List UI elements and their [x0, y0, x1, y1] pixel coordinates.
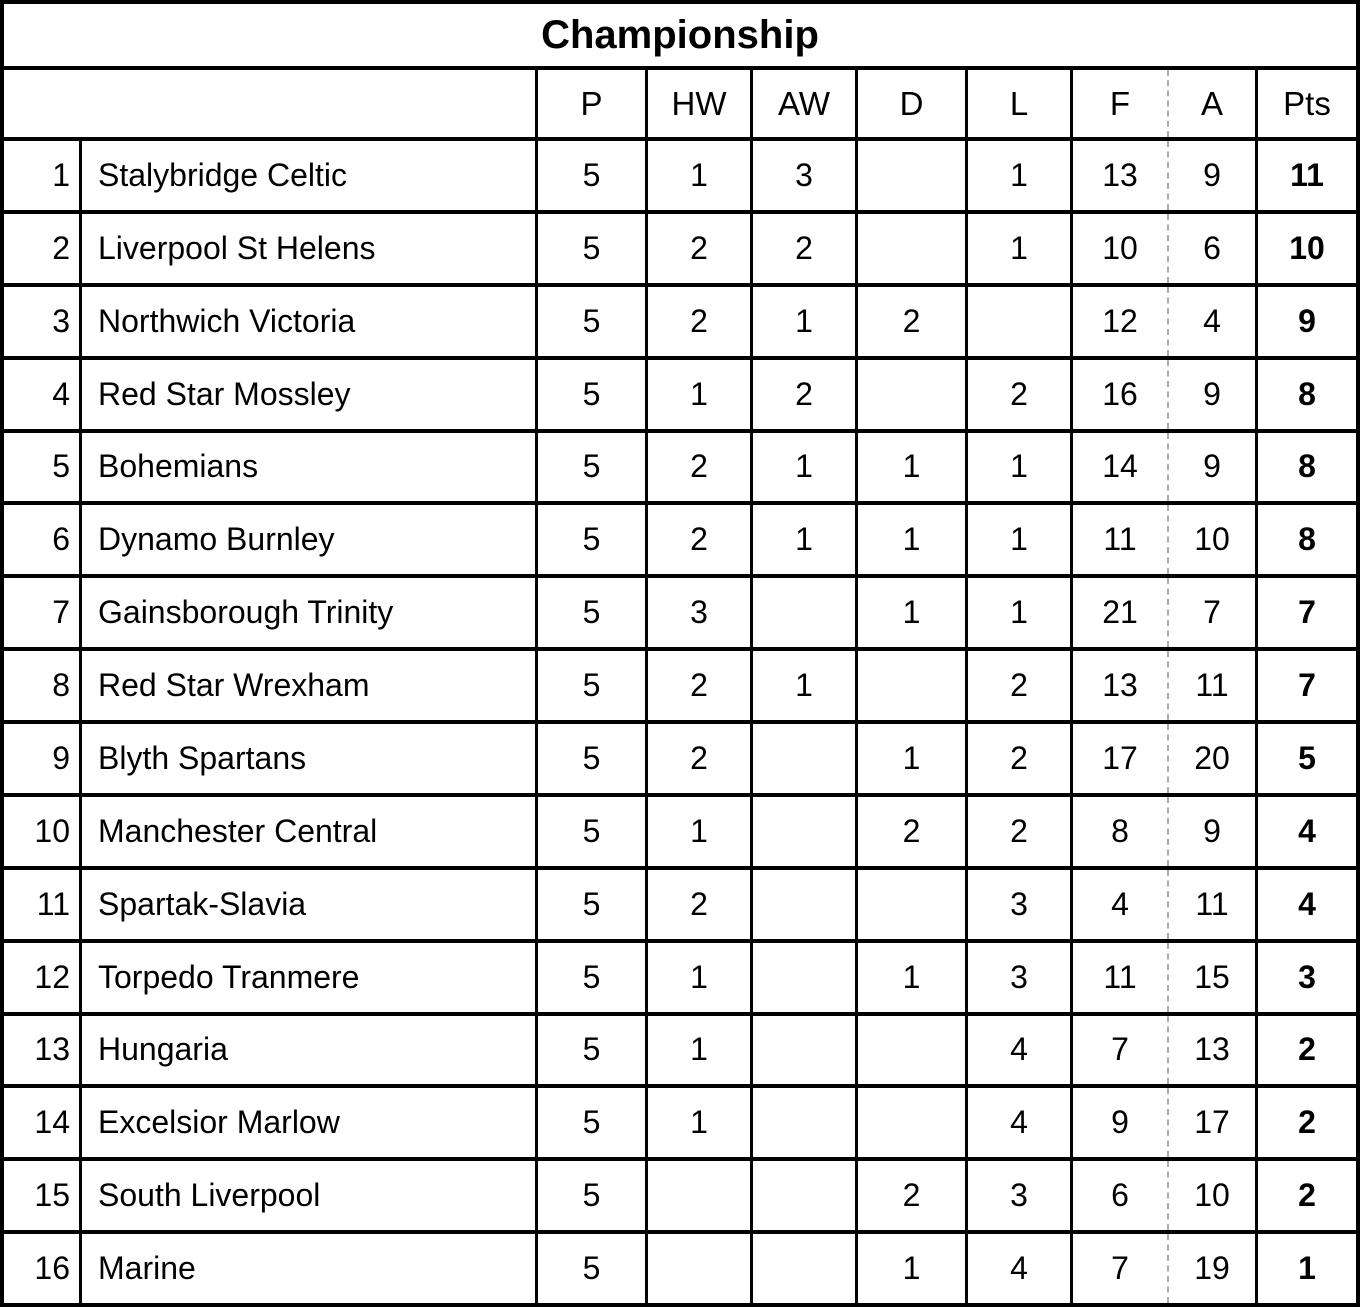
table-row: [4, 433, 1356, 506]
played-cell: 5: [535, 1234, 645, 1303]
losses-cell: 3: [965, 1161, 1070, 1230]
losses-cell: 1: [965, 578, 1070, 647]
away-wins-cell: 2: [750, 360, 855, 429]
home-wins-cell: 2: [645, 287, 750, 356]
points-cell: 7: [1255, 578, 1356, 647]
played-cell: 5: [535, 578, 645, 647]
played-cell: 5: [535, 360, 645, 429]
played-cell: 5: [535, 943, 645, 1012]
home-wins-cell: 1: [645, 797, 750, 866]
points-cell: 4: [1255, 797, 1356, 866]
points-cell: 7: [1255, 651, 1356, 720]
goals-for-cell: 8: [1070, 797, 1167, 866]
goals-against-cell: 9: [1167, 360, 1255, 429]
goals-against-cell: 17: [1167, 1088, 1255, 1157]
draws-cell: [855, 1016, 965, 1085]
goals-against-cell: 9: [1167, 141, 1255, 210]
home-wins-cell: 2: [645, 724, 750, 793]
goals-against-cell: 10: [1167, 505, 1255, 574]
points-cell: 4: [1255, 870, 1356, 939]
home-wins-cell: [645, 1234, 750, 1303]
played-cell: 5: [535, 797, 645, 866]
table-row: [4, 505, 1356, 578]
draws-cell: [855, 360, 965, 429]
points-cell: 5: [1255, 724, 1356, 793]
losses-cell: 4: [965, 1088, 1070, 1157]
losses-cell: 2: [965, 360, 1070, 429]
home-wins-cell: 2: [645, 870, 750, 939]
goals-against-cell: 10: [1167, 1161, 1255, 1230]
position-cell: 11: [36, 885, 70, 922]
goals-against-cell: 13: [1167, 1016, 1255, 1085]
position-cell: 16: [34, 1250, 70, 1287]
goals-for-cell: 10: [1070, 214, 1167, 283]
position-cell: 1: [52, 156, 70, 193]
draws-cell: [855, 141, 965, 210]
draws-cell: 1: [855, 578, 965, 647]
goals-for-cell: 11: [1070, 943, 1167, 1012]
played-cell: 5: [535, 651, 645, 720]
position-cell: 13: [34, 1031, 70, 1068]
goals-for-cell: 13: [1070, 141, 1167, 210]
header-away-wins: AW: [750, 70, 855, 137]
position-cell: 2: [52, 229, 70, 266]
home-wins-cell: 2: [645, 651, 750, 720]
table-row: [4, 578, 1356, 651]
table-row: [4, 360, 1356, 433]
away-wins-cell: [750, 724, 855, 793]
team-name-cell: Torpedo Tranmere: [79, 943, 535, 1012]
points-cell: 10: [1255, 214, 1356, 283]
home-wins-cell: 2: [645, 505, 750, 574]
points-cell: 2: [1255, 1016, 1356, 1085]
team-name-cell: Blyth Spartans: [79, 724, 535, 793]
draws-cell: 2: [855, 287, 965, 356]
points-cell: 9: [1255, 287, 1356, 356]
position-cell: 15: [34, 1177, 70, 1214]
position-cell: 3: [52, 302, 70, 339]
away-wins-cell: 1: [750, 651, 855, 720]
draws-cell: 2: [855, 797, 965, 866]
away-wins-cell: 1: [750, 505, 855, 574]
table-row: [4, 287, 1356, 360]
draws-cell: 1: [855, 433, 965, 502]
position-cell: 4: [52, 375, 70, 412]
away-wins-cell: [750, 1016, 855, 1085]
team-name-cell: Liverpool St Helens: [79, 214, 535, 283]
position-cell: 9: [52, 739, 70, 776]
table-row: [4, 943, 1356, 1016]
team-name-cell: Stalybridge Celtic: [79, 141, 535, 210]
away-wins-cell: [750, 870, 855, 939]
table-title-row: [4, 4, 1356, 70]
position-cell: 8: [52, 667, 70, 704]
away-wins-cell: [750, 943, 855, 1012]
goals-against-cell: 6: [1167, 214, 1255, 283]
draws-cell: 1: [855, 943, 965, 1012]
losses-cell: 2: [965, 724, 1070, 793]
draws-cell: [855, 651, 965, 720]
home-wins-cell: 2: [645, 214, 750, 283]
position-cell: 12: [34, 958, 70, 995]
played-cell: 5: [535, 433, 645, 502]
team-name-cell: Red Star Mossley: [79, 360, 535, 429]
goals-against-cell: 11: [1167, 651, 1255, 720]
points-cell: 3: [1255, 943, 1356, 1012]
losses-cell: 4: [965, 1016, 1070, 1085]
goals-against-cell: 7: [1167, 578, 1255, 647]
header-losses: L: [965, 70, 1070, 137]
played-cell: 5: [535, 724, 645, 793]
goals-for-cell: 17: [1070, 724, 1167, 793]
team-name-cell: Spartak-Slavia: [79, 870, 535, 939]
goals-for-cell: 11: [1070, 505, 1167, 574]
goals-for-cell: 7: [1070, 1234, 1167, 1303]
header-points: Pts: [1255, 70, 1356, 137]
away-wins-cell: [750, 1088, 855, 1157]
played-cell: 5: [535, 870, 645, 939]
table-row: [4, 870, 1356, 943]
team-name-cell: Hungaria: [79, 1016, 535, 1085]
points-cell: 8: [1255, 360, 1356, 429]
away-wins-cell: 2: [750, 214, 855, 283]
table-row: [4, 797, 1356, 870]
points-cell: 2: [1255, 1161, 1356, 1230]
position-cell: 6: [52, 521, 70, 558]
draws-cell: 2: [855, 1161, 965, 1230]
home-wins-cell: 1: [645, 141, 750, 210]
team-name-cell: South Liverpool: [79, 1161, 535, 1230]
header-draws: D: [855, 70, 965, 137]
team-name-cell: Northwich Victoria: [79, 287, 535, 356]
table-header-row: [4, 70, 1356, 141]
draws-cell: [855, 1088, 965, 1157]
draws-cell: 1: [855, 1234, 965, 1303]
home-wins-cell: 1: [645, 1016, 750, 1085]
points-cell: 8: [1255, 433, 1356, 502]
goals-for-cell: 7: [1070, 1016, 1167, 1085]
position-cell: 10: [34, 812, 70, 849]
home-wins-cell: 1: [645, 360, 750, 429]
losses-cell: 3: [965, 943, 1070, 1012]
position-cell: 14: [34, 1104, 70, 1141]
goals-against-cell: 20: [1167, 724, 1255, 793]
table-row: [4, 1016, 1356, 1089]
goals-against-cell: 4: [1167, 287, 1255, 356]
table-row: [4, 1161, 1356, 1234]
goals-for-cell: 13: [1070, 651, 1167, 720]
losses-cell: 1: [965, 433, 1070, 502]
team-name-cell: Gainsborough Trinity: [79, 578, 535, 647]
goals-for-cell: 9: [1070, 1088, 1167, 1157]
away-wins-cell: [750, 1234, 855, 1303]
goals-against-cell: 11: [1167, 870, 1255, 939]
home-wins-cell: [645, 1161, 750, 1230]
table-row: [4, 1234, 1356, 1303]
team-name-cell: Marine: [79, 1234, 535, 1303]
played-cell: 5: [535, 287, 645, 356]
header-home-wins: HW: [645, 70, 750, 137]
goals-for-cell: 4: [1070, 870, 1167, 939]
header-played: P: [535, 70, 645, 137]
page-title: Championship: [541, 12, 819, 57]
goals-for-cell: 14: [1070, 433, 1167, 502]
home-wins-cell: 1: [645, 943, 750, 1012]
goals-against-cell: 9: [1167, 433, 1255, 502]
played-cell: 5: [535, 1088, 645, 1157]
played-cell: 5: [535, 141, 645, 210]
team-name-cell: Dynamo Burnley: [79, 505, 535, 574]
draws-cell: 1: [855, 505, 965, 574]
losses-cell: 4: [965, 1234, 1070, 1303]
position-cell: 5: [52, 448, 70, 485]
header-spacer-cell: [4, 70, 535, 137]
away-wins-cell: [750, 797, 855, 866]
losses-cell: 1: [965, 214, 1070, 283]
table-row: [4, 651, 1356, 724]
goals-for-cell: 6: [1070, 1161, 1167, 1230]
away-wins-cell: 1: [750, 287, 855, 356]
points-cell: 8: [1255, 505, 1356, 574]
played-cell: 5: [535, 1016, 645, 1085]
table-row: [4, 1088, 1356, 1161]
header-goals-for: F: [1070, 70, 1167, 137]
team-name-cell: Excelsior Marlow: [79, 1088, 535, 1157]
losses-cell: 2: [965, 797, 1070, 866]
home-wins-cell: 3: [645, 578, 750, 647]
draws-cell: [855, 214, 965, 283]
losses-cell: 1: [965, 141, 1070, 210]
away-wins-cell: 3: [750, 141, 855, 210]
position-cell: 7: [52, 594, 70, 631]
home-wins-cell: 2: [645, 433, 750, 502]
team-name-cell: Bohemians: [79, 433, 535, 502]
away-wins-cell: [750, 578, 855, 647]
home-wins-cell: 1: [645, 1088, 750, 1157]
table-row: [4, 141, 1356, 214]
losses-cell: [965, 287, 1070, 356]
points-cell: 11: [1255, 141, 1356, 210]
goals-for-cell: 16: [1070, 360, 1167, 429]
goals-against-cell: 9: [1167, 797, 1255, 866]
goals-against-cell: 19: [1167, 1234, 1255, 1303]
points-cell: 2: [1255, 1088, 1356, 1157]
team-name-cell: Manchester Central: [79, 797, 535, 866]
played-cell: 5: [535, 214, 645, 283]
losses-cell: 2: [965, 651, 1070, 720]
draws-cell: [855, 870, 965, 939]
draws-cell: 1: [855, 724, 965, 793]
goals-against-cell: 15: [1167, 943, 1255, 1012]
points-cell: 1: [1255, 1234, 1356, 1303]
away-wins-cell: 1: [750, 433, 855, 502]
header-goals-against: A: [1167, 70, 1255, 137]
away-wins-cell: [750, 1161, 855, 1230]
team-name-cell: Red Star Wrexham: [79, 651, 535, 720]
goals-for-cell: 21: [1070, 578, 1167, 647]
played-cell: 5: [535, 505, 645, 574]
losses-cell: 3: [965, 870, 1070, 939]
table-row: [4, 724, 1356, 797]
losses-cell: 1: [965, 505, 1070, 574]
goals-for-cell: 12: [1070, 287, 1167, 356]
table-row: [4, 214, 1356, 287]
played-cell: 5: [535, 1161, 645, 1230]
